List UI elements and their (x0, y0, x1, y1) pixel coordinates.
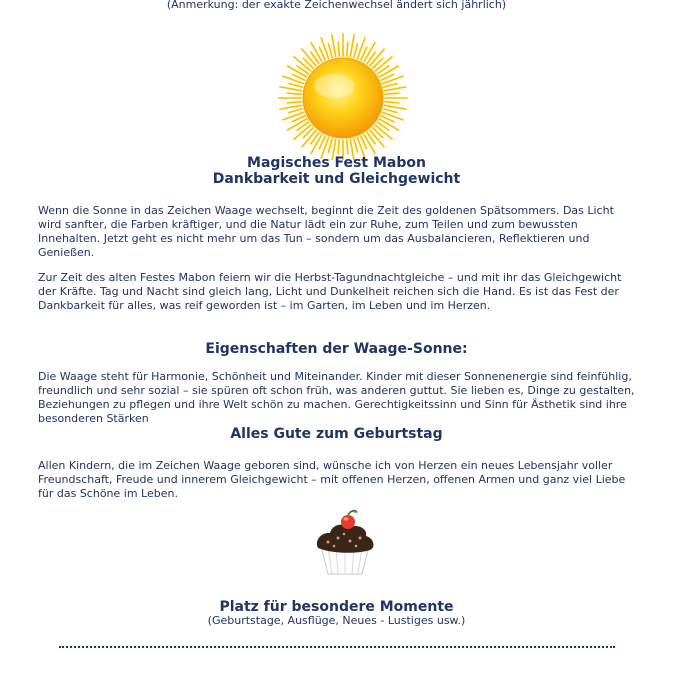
waage-heading: Eigenschaften der Waage-Sonne: (205, 341, 468, 357)
waage-paragraph: Die Waage steht für Harmonie, Schönheit und Miteinander. Kinder mit dieser Sonnenenergie sind feinfühlig, freundlich und sehr sozial – sie spüren oft schon früh, was anderen guttut. Sie lieben es, Dinge zu gestalten, Beziehungen zu pflegen und ihre Welt schön zu machen. Gerechtigkeitssinn und Sinn für Ästhetik sind ihre besonderen Stärken (38, 370, 635, 425)
cupcake-icon (312, 508, 378, 578)
platz-subtitle: (Geburtstage, Ausflüge, Neues - Lustiges usw.) (207, 614, 466, 627)
platz-heading: Platz für besondere Momente (219, 599, 454, 615)
mabon-title-line2: Dankbarkeit und Gleichgewicht (212, 171, 461, 187)
mabon-paragraph-2: Zur Zeit des alten Festes Mabon feiern wir die Herbst-Tagundnachtgleiche – und mit ihr das Gleichgewicht der Kräfte. Tag und Nacht sind gleich lang, Licht und Dunkelheit reichen sich die Hand. Es ist das Fest der Dankbarkeit für alles, was reif geworden ist – im Garten, im Leben und im Herzen. (38, 271, 622, 312)
mabon-title-line1: Magisches Fest Mabon (247, 155, 426, 171)
note-text: (Anmerkung: der exakte Zeichenwechsel ändert sich jährlich) (166, 0, 507, 11)
geburtstag-heading: Alles Gute zum Geburtstag (230, 426, 443, 442)
sun-icon (268, 30, 418, 160)
mabon-paragraph-1: Wenn die Sonne in das Zeichen Waage wechselt, beginnt die Zeit des goldenen Spätsommers. Das Licht wird sanfter, die Farben kräftiger, und die Natur lädt ein zur Ruhe, zum Teilen und zum bewussten Innehalten. Jetzt geht es nicht mehr um das Tun – sondern um das Ausbalancieren, Reflektieren und Genießen. (38, 204, 614, 259)
mabon-heading (0, 155, 673, 187)
dotted-divider (59, 646, 615, 648)
geburtstag-paragraph: Allen Kindern, die im Zeichen Waage geboren sind, wünsche ich von Herzen ein neues Lebensjahr voller Freundschaft, Freude und innerem Gleichgewicht – mit offenen Herzen, offenen Armen und ganz viel Liebe für das Schöne im Leben. (38, 459, 626, 500)
